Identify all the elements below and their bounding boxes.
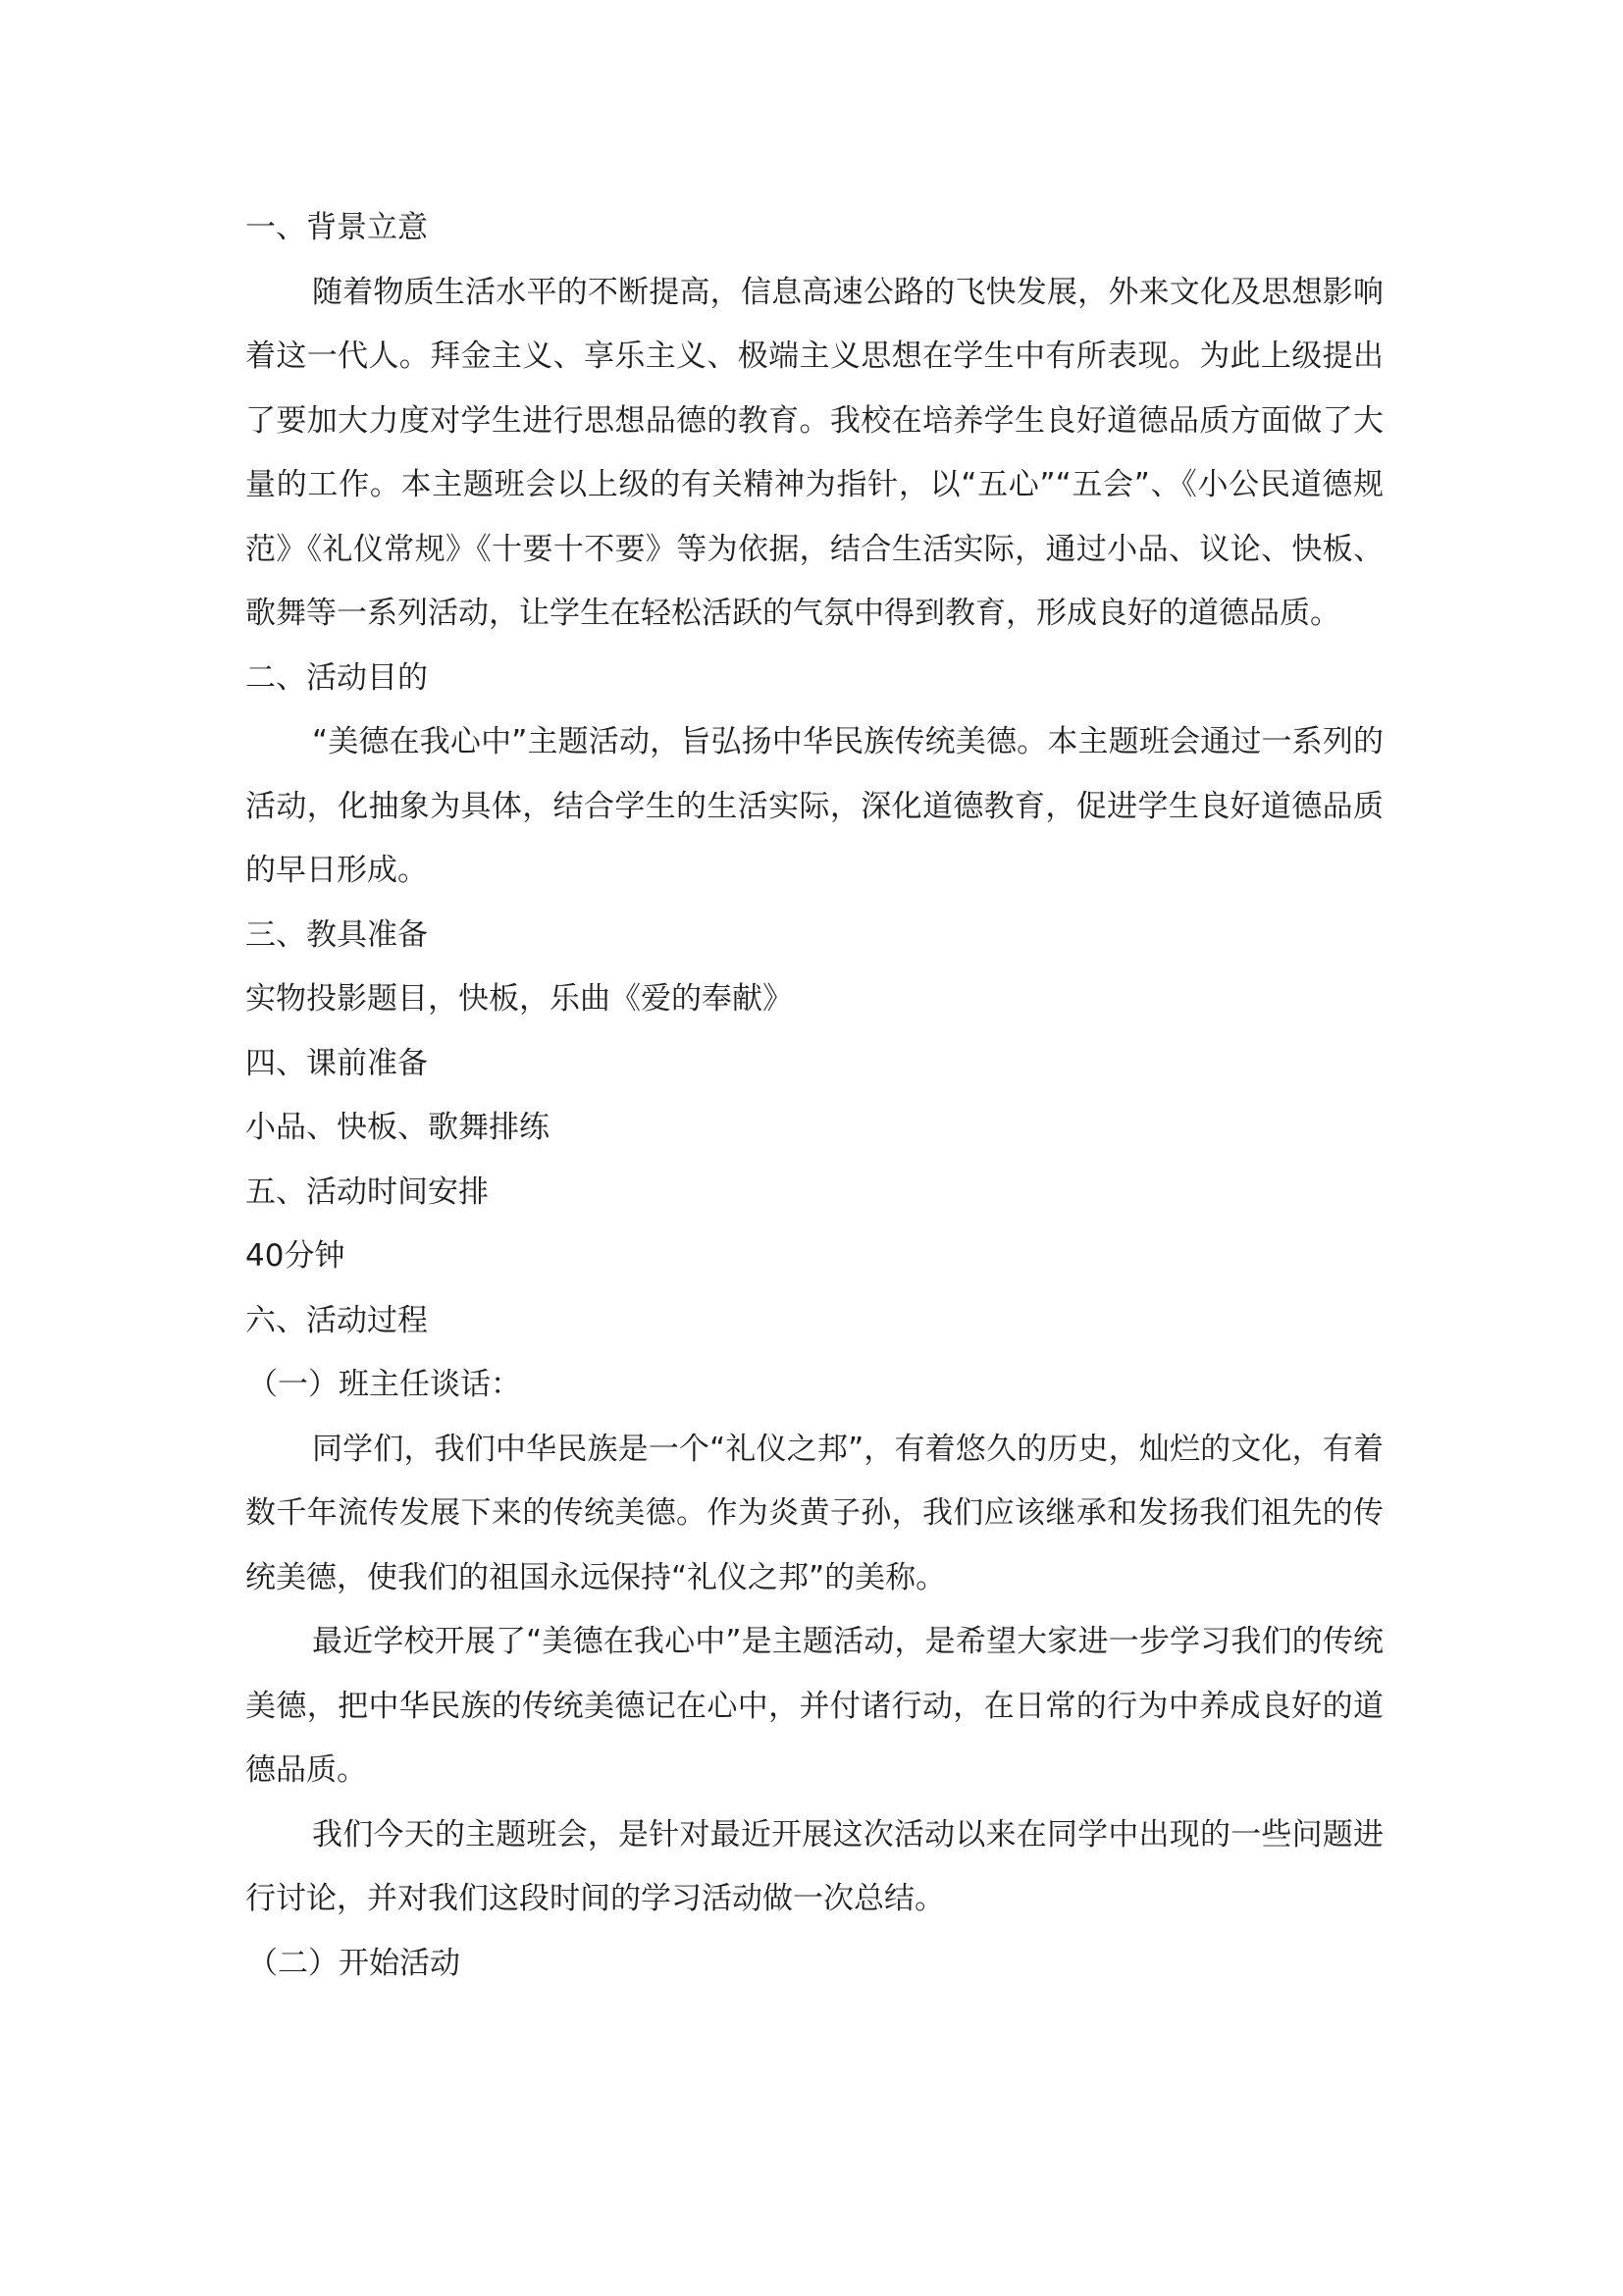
section-heading-preparation: 四、课前准备 [245, 1045, 428, 1081]
preparation-content: 小品、快板、歌舞排练 [245, 1110, 550, 1145]
section-heading-purpose: 二、活动目的 [245, 659, 428, 696]
paragraph-background: 随着物质生活水平的不断提高，信息高速公路的飞快发展，外来文化及思想影响着这一代人。拜金主义、享乐主义、极端主义思想在学生中有所表现。为此上级提出了要加大力度对学生进行思想品德的教育。我校在培养学生良好道德品质方面做了大量的工作。本主题班会以上级的有关精神为指针，以“五心”“五会”、《小公民道德规范》《礼仪常规》《十要十不要》等为依据，结合生活实际，通过小品、议论、快板、歌舞等一系列活动，让学生在轻松活跃的气氛中得到教育，形成良好的道德品质。 [245, 274, 1384, 631]
section-heading-background: 一、背景立意 [245, 210, 428, 245]
paragraph-purpose: “美德在我心中”主题活动，旨弘扬中华民族传统美德。本主题班会通过一系列的活动，化抽象为具体，结合学生的生活实际，深化道德教育，促进学生良好道德品质的早日形成。 [245, 724, 1384, 888]
paragraph-teacher-talk-3: 我们今天的主题班会，是针对最近开展这次活动以来在同学中出现的一些问题进行讨论，并对我们这段时间的学习活动做一次总结。 [245, 1816, 1384, 1916]
sub-heading-start-activity: （二）开始活动 [247, 1945, 460, 1981]
paragraph-teacher-talk-2: 最近学校开展了“美德在我心中”是主题活动，是希望大家进一步学习我们的传统美德，把中华民族的传统美德记在心中，并付诸行动，在日常的行为中养成良好的道德品质。 [245, 1624, 1384, 1788]
section-heading-teaching-aids: 三、教具准备 [245, 916, 428, 953]
document-page [245, 196, 1384, 1996]
sub-heading-teacher-talk: （一）班主任谈话： [247, 1367, 521, 1402]
section-heading-process: 六、活动过程 [245, 1302, 428, 1338]
teaching-aids-content: 实物投影题目，快板，乐曲《爱的奉献》 [245, 981, 793, 1017]
time-content: 40分钟 [245, 1238, 345, 1274]
section-heading-time: 五、活动时间安排 [245, 1174, 489, 1210]
paragraph-teacher-talk-1: 同学们，我们中华民族是一个“礼仪之邦”，有着悠久的历史，灿烂的文化，有着数千年流传发展下来的传统美德。作为炎黄子孙，我们应该继承和发扬我们祖先的传统美德，使我们的祖国永远保持“礼仪之邦”的美称。 [245, 1431, 1384, 1595]
